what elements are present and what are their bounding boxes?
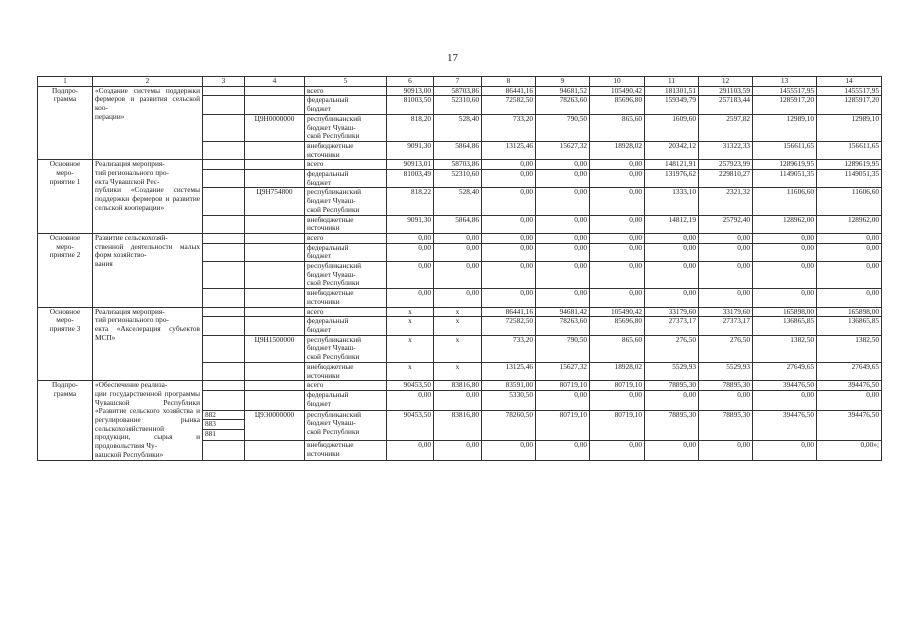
value-cell: 11606,60 [753,188,817,215]
grbs-cell [203,410,245,441]
value-cell: 156611,65 [753,141,817,159]
program-code [245,391,305,410]
program-code [245,317,305,335]
section-name: Реализация мероприя- тий регионального про- екта «Акселерация субъектов МСП» [93,307,203,381]
program-code [245,96,305,114]
value-cell: 291103,59 [699,86,753,96]
value-cell: 0,00 [699,233,753,243]
value-cell: 0,00 [482,233,536,243]
section-name: Развитие сельскохозяй- ственной деятельности малых форм хозяйство- вания [93,233,203,307]
section-name: «Создание системы поддержки фермеров и развития сельской коо- перации» [93,86,203,160]
value-cell: 72582,50 [482,317,536,335]
value-cell: 1382,50 [817,335,882,362]
value-cell: 0,00 [699,289,753,307]
section-type: Подпро- грамма [38,381,93,460]
value-cell: 105490,42 [590,86,645,96]
value-cell: 94681,42 [536,307,590,317]
program-code [245,381,305,391]
value-cell: 52310,60 [434,170,482,188]
funding-source: республиканский бюджет Чуваш- ской Республики [305,410,387,441]
value-cell: 90453,50 [387,410,434,441]
value-cell: 0,00 [536,441,590,460]
value-cell: 733,20 [482,335,536,362]
grbs-cell [203,262,245,289]
value-cell: x [387,362,434,380]
value-cell: 90913,01 [387,160,434,170]
value-cell: 0,00 [753,289,817,307]
value-cell: 0,00 [753,441,817,460]
value-cell: 156611,65 [817,141,882,159]
grbs-cell [203,381,245,391]
value-cell: 0,00 [590,289,645,307]
funding-source: федеральный бюджет [305,170,387,188]
value-cell: 20342,12 [645,141,699,159]
value-cell: 0,00 [482,215,536,233]
value-cell: 394476,50 [753,381,817,391]
value-cell: 1289619,95 [753,160,817,170]
header-row [38,77,882,87]
value-cell: 0,00 [817,243,882,261]
value-cell: 0,00 [536,188,590,215]
table-row [38,233,882,243]
value-cell: 14812,19 [645,215,699,233]
value-cell: 105490,42 [590,307,645,317]
value-cell: 80719,10 [536,381,590,391]
value-cell: 0,00 [536,289,590,307]
value-cell: 0,00 [387,262,434,289]
value-cell: 27649,65 [817,362,882,380]
value-cell: 0,00 [434,391,482,410]
value-cell: 0,00 [387,233,434,243]
column-number: 7 [434,77,482,87]
column-number: 9 [536,77,590,87]
value-cell: 0,00 [536,391,590,410]
value-cell: 0,00 [753,233,817,243]
value-cell: 1149051,35 [753,170,817,188]
grbs-code: 882 [203,411,244,421]
value-cell: 18928,02 [590,141,645,159]
grbs-cell [203,391,245,410]
value-cell: 0,00 [590,262,645,289]
section-name: Реализация мероприя- тий регионального про- екта Чувашской Рес- публики «Создание системы поддержки фермеров и развитие сельской кооперации» [93,160,203,234]
funding-source: республиканский бюджет Чуваш- ской Республики [305,262,387,289]
value-cell: 58703,86 [434,86,482,96]
value-cell: 80719,10 [590,381,645,391]
column-number: 3 [203,77,245,87]
value-cell: 0,00 [434,233,482,243]
value-cell: 0,00 [387,289,434,307]
value-cell: 790,50 [536,335,590,362]
grbs-cell [203,233,245,243]
value-cell: 1289619,95 [817,160,882,170]
value-cell: 1285917,20 [753,96,817,114]
value-cell: 0,00 [817,233,882,243]
program-code: Ц9Н1500000 [245,335,305,362]
program-code [245,233,305,243]
value-cell: 33179,60 [645,307,699,317]
value-cell: 0,00 [590,160,645,170]
value-cell: 528,40 [434,114,482,141]
column-number: 10 [590,77,645,87]
value-cell: 1333,10 [645,188,699,215]
value-cell: 0,00 [590,188,645,215]
table-row [38,86,882,96]
funding-source: федеральный бюджет [305,317,387,335]
value-cell: 0,00 [645,441,699,460]
column-number: 4 [245,77,305,87]
value-cell: 0,00 [699,441,753,460]
value-cell: 0,00 [434,243,482,261]
grbs-cell [203,362,245,380]
value-cell: 80719,10 [590,410,645,441]
value-cell: 0,00 [482,289,536,307]
value-cell: 72582,50 [482,96,536,114]
grbs-cell [203,441,245,460]
program-code [245,215,305,233]
value-cell: 0,00 [482,262,536,289]
value-cell: 83591,00 [482,381,536,391]
value-cell: 11606,60 [817,188,882,215]
value-cell: 0,00 [590,215,645,233]
program-code: Ц9Н754800 [245,188,305,215]
value-cell: 0,00 [434,289,482,307]
value-cell: 78263,60 [536,317,590,335]
program-code [245,170,305,188]
column-number: 13 [753,77,817,87]
program-code: Ц9Э0000000 [245,410,305,441]
value-cell: 90913,00 [387,86,434,96]
funding-source: республиканский бюджет Чуваш- ской Республики [305,114,387,141]
grbs-cell [203,307,245,317]
value-cell: 790,50 [536,114,590,141]
value-cell: x [387,335,434,362]
value-cell: 0,00 [536,160,590,170]
value-cell: 0,00 [817,391,882,410]
value-cell: 81003,49 [387,170,434,188]
value-cell: 0,00 [645,243,699,261]
value-cell: 80719,10 [536,410,590,441]
value-cell: 58703,86 [434,160,482,170]
value-cell: 5864,86 [434,215,482,233]
value-cell: 86441,16 [482,86,536,96]
column-number: 6 [387,77,434,87]
value-cell: 131976,62 [645,170,699,188]
value-cell: 86441,16 [482,307,536,317]
value-cell: 165898,00 [817,307,882,317]
value-cell: 83816,80 [434,410,482,441]
value-cell: 733,20 [482,114,536,141]
value-cell: 1455517,95 [817,86,882,96]
value-cell: 13125,46 [482,362,536,380]
value-cell: 0,00 [536,215,590,233]
value-cell: 0,00 [482,160,536,170]
funding-source: федеральный бюджет [305,243,387,261]
value-cell: 865,60 [590,114,645,141]
value-cell: 0,00 [434,262,482,289]
grbs-cell [203,289,245,307]
value-cell: 27649,65 [753,362,817,380]
value-cell: 78895,30 [699,381,753,391]
value-cell: 394476,50 [817,381,882,391]
grbs-code: 883 [203,420,244,430]
value-cell: 181301,51 [645,86,699,96]
value-cell: 0,00 [387,243,434,261]
funding-source: внебюджетные источники [305,215,387,233]
value-cell: 5330,50 [482,391,536,410]
value-cell: 0,00 [387,391,434,410]
value-cell: 90453,50 [387,381,434,391]
funding-source: всего [305,86,387,96]
value-cell: 1609,60 [645,114,699,141]
value-cell: 0,00 [699,243,753,261]
value-cell: 0,00 [590,170,645,188]
funding-source: внебюджетные источники [305,141,387,159]
value-cell: 27373,17 [645,317,699,335]
program-code [245,243,305,261]
grbs-cell [203,335,245,362]
value-cell: 15627,32 [536,141,590,159]
value-cell: 0,00 [590,233,645,243]
value-cell: 27373,17 [699,317,753,335]
funding-source: всего [305,160,387,170]
value-cell: 0,00 [482,441,536,460]
value-cell: 13125,46 [482,141,536,159]
value-cell: 0,00 [753,262,817,289]
value-cell: 257923,99 [699,160,753,170]
value-cell: x [387,307,434,317]
grbs-cell [203,317,245,335]
value-cell: 1455517,95 [753,86,817,96]
grbs-cell [203,243,245,261]
program-code [245,86,305,96]
value-cell: 85696,80 [590,96,645,114]
value-cell: x [387,317,434,335]
value-cell: 0,00 [590,441,645,460]
funding-source: федеральный бюджет [305,391,387,410]
value-cell: 0,00 [753,243,817,261]
funding-source: федеральный бюджет [305,96,387,114]
value-cell: 257183,44 [699,96,753,114]
value-cell: 5529,93 [645,362,699,380]
value-cell: 1149051,35 [817,170,882,188]
value-cell: 0,00 [387,441,434,460]
value-cell: 0,00 [536,233,590,243]
value-cell: 31322,33 [699,141,753,159]
value-cell: 9091,30 [387,141,434,159]
value-cell: 128962,00 [817,215,882,233]
grbs-cell [203,188,245,215]
value-cell: 94681,52 [536,86,590,96]
program-code [245,289,305,307]
value-cell: 81003,50 [387,96,434,114]
value-cell: 33179,60 [699,307,753,317]
funding-source: внебюджетные источники [305,441,387,460]
value-cell: 0,00 [645,289,699,307]
funding-source: республиканский бюджет Чуваш- ской Республики [305,188,387,215]
value-cell: 1285917,20 [817,96,882,114]
funding-source: всего [305,307,387,317]
grbs-cell [203,215,245,233]
value-cell: 78260,50 [482,410,536,441]
value-cell: 0,00 [590,391,645,410]
value-cell: 865,60 [590,335,645,362]
column-number: 14 [817,77,882,87]
value-cell: 0,00 [482,188,536,215]
value-cell: 12989,10 [753,114,817,141]
program-code [245,307,305,317]
page-number: 17 [447,52,458,64]
grbs-cell [203,114,245,141]
funding-table [37,76,882,461]
program-code [245,441,305,460]
value-cell: 0,00 [482,170,536,188]
table-row [38,160,882,170]
program-code [245,141,305,159]
value-cell: 9091,30 [387,215,434,233]
value-cell: 0,00 [817,262,882,289]
value-cell: 52310,60 [434,96,482,114]
value-cell: 78895,30 [699,410,753,441]
value-cell: 2321,32 [699,188,753,215]
value-cell: 229810,27 [699,170,753,188]
table-row [38,307,882,317]
value-cell: 0,00 [645,391,699,410]
value-cell: 0,00»; [817,441,882,460]
value-cell: 12989,10 [817,114,882,141]
value-cell: 0,00 [817,289,882,307]
section-type: Основное меро- приятие 2 [38,233,93,307]
value-cell: 128962,00 [753,215,817,233]
value-cell: 25792,40 [699,215,753,233]
value-cell: 0,00 [482,243,536,261]
section-type: Основное меро- приятие 3 [38,307,93,381]
value-cell: 0,00 [434,441,482,460]
value-cell: 0,00 [536,170,590,188]
funding-source: всего [305,381,387,391]
column-number: 11 [645,77,699,87]
grbs-cell [203,141,245,159]
section-type: Подпро- грамма [38,86,93,160]
program-code [245,262,305,289]
program-code: Ц9Н0000000 [245,114,305,141]
column-number: 5 [305,77,387,87]
value-cell: 1382,50 [753,335,817,362]
section-name: «Обеспечение реализа- ции государственной программы Чувашской Республики «Развитие сельского хозяйства и регулирование рынка сельскохозяйственной продукции, сырья и продовольствия Чу- вашской Республики» [93,381,203,460]
value-cell: 0,00 [645,262,699,289]
value-cell: 2597,82 [699,114,753,141]
value-cell: 0,00 [645,233,699,243]
value-cell: 394476,50 [817,410,882,441]
value-cell: 159349,79 [645,96,699,114]
column-number: 12 [699,77,753,87]
column-number: 8 [482,77,536,87]
grbs-cell [203,160,245,170]
value-cell: 148121,91 [645,160,699,170]
value-cell: 528,40 [434,188,482,215]
value-cell: 78895,30 [645,410,699,441]
value-cell: 18928,02 [590,362,645,380]
value-cell: 0,00 [753,391,817,410]
value-cell: 136865,85 [753,317,817,335]
section-type: Основное меро- приятие 1 [38,160,93,234]
value-cell: 818,20 [387,114,434,141]
value-cell: x [434,362,482,380]
value-cell: 165898,00 [753,307,817,317]
value-cell: 136865,85 [817,317,882,335]
grbs-cell [203,86,245,96]
value-cell: 394476,50 [753,410,817,441]
column-number: 1 [38,77,93,87]
value-cell: x [434,335,482,362]
value-cell: 818,22 [387,188,434,215]
value-cell: 276,50 [699,335,753,362]
grbs-cell [203,170,245,188]
value-cell: 0,00 [536,262,590,289]
funding-source: всего [305,233,387,243]
column-number: 2 [93,77,203,87]
value-cell: 0,00 [590,243,645,261]
value-cell: 0,00 [536,243,590,261]
value-cell: 78895,30 [645,381,699,391]
grbs-cell [203,96,245,114]
value-cell: 78263,60 [536,96,590,114]
funding-source: внебюджетные источники [305,362,387,380]
value-cell: 5864,86 [434,141,482,159]
program-code [245,362,305,380]
grbs-code: 881 [205,429,216,439]
value-cell: 83816,80 [434,381,482,391]
value-cell: 5529,93 [699,362,753,380]
value-cell: 15627,32 [536,362,590,380]
value-cell: 0,00 [699,391,753,410]
table-row [38,381,882,391]
program-code [245,160,305,170]
value-cell: 276,50 [645,335,699,362]
value-cell: 85696,80 [590,317,645,335]
funding-source: внебюджетные источники [305,289,387,307]
value-cell: 0,00 [699,262,753,289]
value-cell: x [434,317,482,335]
value-cell: x [434,307,482,317]
funding-source: республиканский бюджет Чуваш- ской Республики [305,335,387,362]
